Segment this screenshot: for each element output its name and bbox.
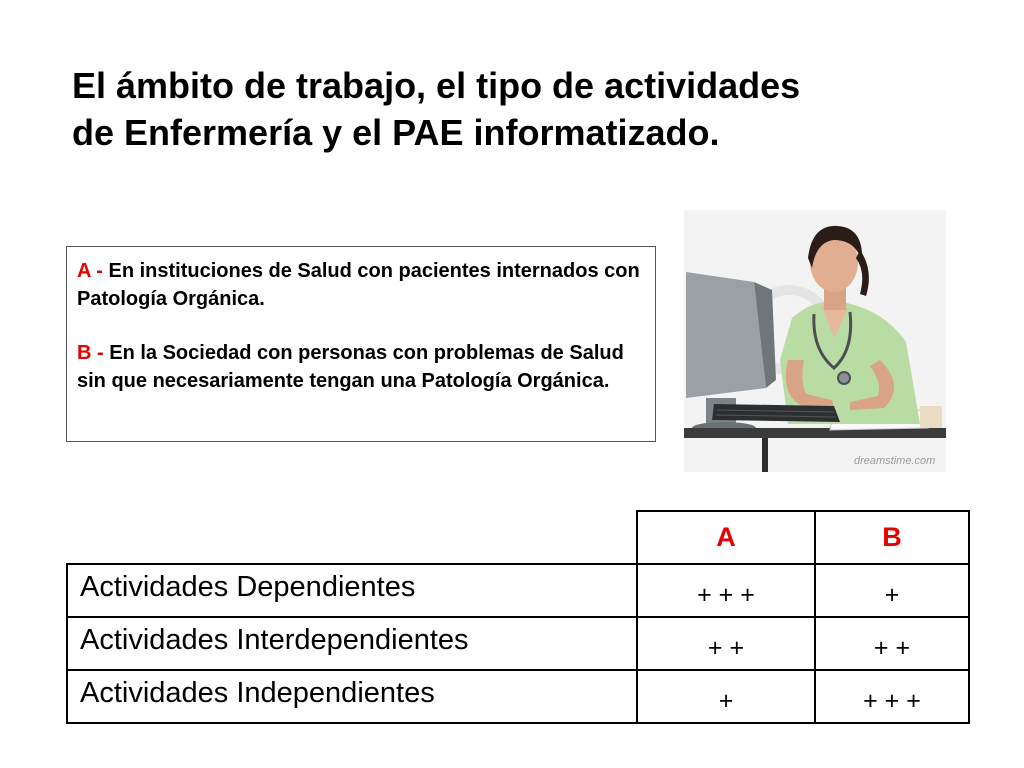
definition-a xyxy=(77,257,655,313)
row-label: Actividades Independientes xyxy=(67,670,637,723)
watermark-text: dreamstime.com xyxy=(854,455,936,467)
cell-a: + + + xyxy=(637,564,815,617)
cell-a: + xyxy=(637,670,815,723)
definition-b-text: En la Sociedad con personas con problemas de Salud sin que necesariamente tengan una Patología Orgánica. xyxy=(77,342,624,392)
definition-box xyxy=(66,246,656,442)
title-line-1: El ámbito de trabajo, el tipo de actividades xyxy=(72,65,801,106)
row-label: Actividades Dependientes xyxy=(67,564,637,617)
cell-b: + + xyxy=(815,617,969,670)
slide-title xyxy=(72,62,972,156)
table-row xyxy=(67,670,969,723)
definition-b-key: B - xyxy=(77,342,104,364)
table-row xyxy=(67,564,969,617)
table-row xyxy=(67,617,969,670)
table-corner-cell xyxy=(67,511,637,564)
definition-b xyxy=(77,339,655,395)
definition-a-text: En instituciones de Salud con pacientes internados con Patología Orgánica. xyxy=(77,260,640,310)
activities-table xyxy=(66,510,970,724)
cell-b: + xyxy=(815,564,969,617)
definition-a-key: A - xyxy=(77,260,103,282)
cell-b: + + + xyxy=(815,670,969,723)
nurse-illustration xyxy=(684,210,946,472)
table-header-row xyxy=(67,511,969,564)
title-line-2: de Enfermería y el PAE informatizado. xyxy=(72,112,720,153)
row-label: Actividades Interdependientes xyxy=(67,617,637,670)
column-header-b: B xyxy=(815,511,969,564)
cell-a: + + xyxy=(637,617,815,670)
column-header-a: A xyxy=(637,511,815,564)
nurse-computer-photo xyxy=(684,210,946,472)
